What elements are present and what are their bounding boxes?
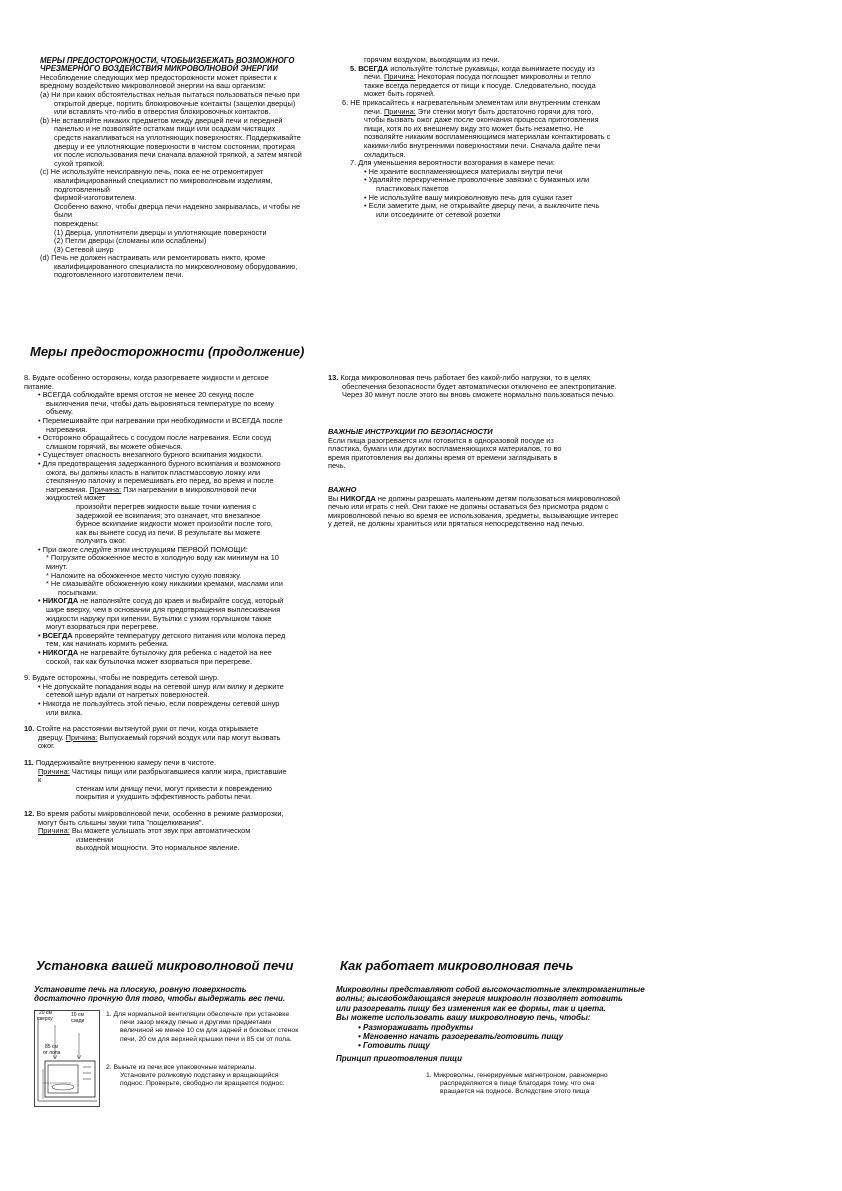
text-line: 1. Для нормальной вентиляции обеспечьте при установке (106, 1011, 290, 1018)
text-line: время приготовления вы должны время от времени заглядывать в (328, 452, 558, 462)
text-line: 7. Для уменьшения вероятности возгорания в камере печи: (350, 158, 555, 168)
text-line: • Не храните воспламеняющиеся материалы внутри печи (364, 166, 563, 176)
text-line: волны; высвобождающаяся энергия микроволн позволяет готовить (336, 994, 623, 1004)
text-line: были (54, 210, 72, 220)
text-line: или отсоедините от сетевой розетки (376, 209, 501, 219)
text-line: дверцу. (38, 732, 66, 742)
text-line: повреждены: (54, 218, 99, 228)
text-line: • При ожоге следуйте этим инструкциям ПЕРВОЙ ПОМОЩИ: (38, 544, 248, 554)
reason-label: Причина: (65, 732, 98, 742)
text-line: * Погрузите обожженное место в холодную воду как минимум на 10 (46, 553, 279, 563)
keyword: • НИКОГДА (38, 648, 79, 657)
installation-intro (34, 985, 344, 1004)
text-line: печь. (328, 461, 346, 471)
text-line: соской, так как бутылочка может взорваться при перегреве. (46, 656, 253, 666)
text-line: Стойте на расстоянии вытянутой руки от печи, когда открываете (34, 724, 259, 734)
text-line: печи. (364, 72, 384, 82)
text-line: обеспечения безопасности будет автоматически отключено ее электропитание. (342, 381, 617, 391)
section-title-how-it-works: Как работает микроволновая печь (340, 958, 574, 973)
text-line: шире вверху, чем в основании для предотвращения выплескивания (46, 605, 281, 615)
important-safety-block (328, 428, 612, 471)
text-line: как вы вынете сосуд из печи. В результате вы можете (76, 527, 261, 537)
text-line: (d) Печь не должен настраивать или ремонтировать никто, кроме (40, 253, 266, 263)
text-line: средств накапливаться на уплотняющих поверхностях. Поддерживайте (54, 132, 301, 142)
clearance-floor-caption: от пола (43, 1050, 61, 1056)
text-line: позволяйте никаким воспламеняющимся материалам контактировать с (364, 132, 611, 142)
text-line: их после использования печи сначала влажной тряпкой, а затем мягкой (54, 150, 302, 160)
clearance-rear-label: 10 см (71, 1012, 84, 1018)
text-line: может быть горячей. (364, 89, 436, 99)
text-line: квалифицированного специалиста по микроволновому оборудованию, (54, 261, 298, 271)
text-line: Вы можете услышать этот звук при автоматическом (69, 826, 251, 836)
precautions-continued-block (342, 56, 652, 219)
text-line: могут взорваться при перегреве. (46, 622, 159, 632)
text-line: • Для предотвращения задержанного бурного вскипания и возможного (38, 458, 281, 468)
text-line: стенкам или днищу печи, могут привести к повреждению (76, 783, 272, 793)
text-line: • Осторожно обращайтесь с сосудом после нагревания. Если сосуд (38, 433, 272, 443)
reason-label: Причина: (89, 484, 122, 494)
text-line: Пзи нагревании в микроволновой печи (121, 484, 257, 494)
text-line: (a) Ни при каких обстоятельствах нельзя пытаться пользоваться печью при (40, 90, 300, 99)
clearance-top-caption: сверху (37, 1016, 53, 1022)
precautions-list-right (328, 374, 668, 400)
text-line: пластиковых пакетов (376, 183, 449, 193)
text-line: печи, 20 см для верхней крышки печи и 85 см от пола. (120, 1035, 292, 1043)
text-line: • Если заметите дым, не открывайте дверцу печи, а выключите печь (364, 201, 600, 211)
text-line: печи зазор между печью и другими предметами (120, 1019, 272, 1027)
text-line: Во время работы микроволновой печи, особенно в режиме разморозки, (34, 808, 284, 818)
text-line: Частицы пищи или разбрызгавшиеся капли жира, приставшие (69, 766, 287, 776)
text-line: поднос. Проверьте, свободно ли вращается поднос. (120, 1080, 285, 1088)
text-line: не наполняйте сосуд до краев и выбирайте сосуд, который (78, 596, 284, 606)
text-line: микроволновой печью во время ее использования, зредметы, вызывающие интерес (328, 510, 619, 520)
text-line: или вставлять что-либо в отверстия блокировочных контактов. (54, 107, 271, 117)
text-line: охладиться. (364, 149, 406, 159)
text-line: тем, как начинать кормить ребенка. (46, 639, 169, 649)
text-line: ожога, вы должны класть в напиток пластмассовую ложку или (46, 467, 261, 477)
text-line: дверцу и ее уплотняющие поверхности в чистом состоянии, протирая (54, 141, 295, 151)
text-line: • Не допускайте попадания воды на сетевой шнур или вилку и держите (38, 681, 284, 691)
clearance-top-label: 20 см (39, 1010, 52, 1016)
section-title-precautions-continued: Меры предосторожности (продолжение) (30, 344, 305, 359)
reason-label: Причина: (38, 826, 70, 836)
warning-block (328, 486, 673, 529)
text-line: подготовленного изготовителем печи. (54, 270, 184, 280)
text-line: Особенно важно, чтобы дверца печи надежно закрывалась, и чтобы не (54, 201, 301, 211)
text-line: жидкостей может (46, 493, 106, 503)
installation-step-1 (106, 1011, 336, 1044)
text-line: выключения печи, чтобы дать выровняться температуре по всему (46, 398, 274, 408)
text-line: 9. Будьте осторожны, чтобы не повредить сетевой шнур. (24, 673, 220, 683)
text-line: • ВСЕГДА соблюдайте время отстоя не менее 20 секунд после (38, 390, 254, 400)
text-line: величиной не менее 10 см для задней и боковых стенок (120, 1027, 299, 1035)
text-line: (b) Не вставляйте никаких предметов между дверцей печи и передней (40, 115, 283, 125)
precautions-title-line1: МЕРЫ ПРЕДОСТОРОЖНОСТИ, ЧТОБЫИЗБЕЖАТЬ ВОЗМОЖНОГО (40, 56, 295, 65)
text-line: сухой тряпкой. (54, 158, 105, 168)
text-line: печи. (364, 106, 384, 116)
text-line: подготовленный (54, 184, 110, 194)
installation-clearance-figure (34, 1010, 100, 1107)
text-line: • Никогда не пользуйтесь этой печью, если повреждены сетевой шнур (38, 698, 280, 708)
text-line: нагревания. (46, 484, 90, 494)
list-item: • Размораживать продукты (358, 1022, 474, 1032)
text-line: ожог. (38, 741, 55, 751)
text-line: к (38, 775, 42, 785)
text-line: у детей, не должны храниться или прятаться непосредственно над печью. (328, 519, 585, 529)
text-line: нагревания. (46, 424, 88, 434)
text-line: произойти перегрев жидкости выше точки кипения с (76, 501, 257, 511)
text-line: Некоторая посуда поглощает микроволны и тепло (415, 72, 591, 82)
text-line: • Удаляйте перекрученные проволочные завязки с бумажных или (364, 175, 590, 185)
text-line: * Не смазывайте обожженную кожу никакими кремами, маслами или (46, 579, 283, 589)
text-line: горячим воздухом, выходящим из печи. (364, 55, 500, 64)
list-item: • Мгновенно начать разогревать/готовить пищу (358, 1032, 564, 1042)
how-it-works-intro (336, 985, 716, 1063)
keyword: • НИКОГДА (38, 596, 79, 606)
text-line: проверяйте температуру детского питания или молока перед (72, 630, 286, 640)
text-line: Установите печь на плоскую, ровную поверхность (34, 985, 247, 994)
text-line: также всегда передается от пищи к посуде. Следовательно, посуда (364, 80, 596, 90)
text-line: Выпускаемый горячий воздух или пар могут вызвать (97, 732, 281, 742)
oven-clearance-drawing (35, 1011, 99, 1106)
text-line: вращается на подносе. Вследствие этого пища (440, 1088, 590, 1096)
text-line: печью или играть с ней. Они также не должны оставаться без присмотра рядом с (328, 502, 609, 512)
keyword: • ВСЕГДА (38, 630, 73, 640)
text-line: Если пища разогревается или готовится в одноразовой посуде из (328, 435, 554, 445)
keyword: 5. ВСЕГДА (350, 63, 389, 73)
text-line: или разогревать пищу без изменения как ее формы, так и цвета. (336, 1003, 606, 1013)
text-line: квалифицированный специалист по микроволновым изделиям, (54, 175, 273, 185)
text-line: (2) Петли дверцы (сломаны или ослаблены) (54, 236, 207, 246)
text-line: вредному воздействию микроволновой энергии на ваш организм: (40, 81, 266, 91)
text-line: (c) Не используйте неисправную печь, пока ее не отремонтирует (40, 167, 264, 177)
text-line: • Перемешивайте при нагревании при необходимости и ВСЕГДА после (38, 415, 283, 425)
text-line: фирмой-изготовителем. (54, 193, 137, 203)
cooking-principle-title: Принцип приготовления пищи (336, 1053, 462, 1063)
text-line: Через 30 минут после этого вы вновь сможете нормально пользоваться печью. (342, 390, 615, 400)
text-line: 1. Микроволны, генерируемые магнетроном, равномерно (426, 1072, 608, 1079)
text-line: Когда микроволновая печь работает без какой-либо нагрузки, то в целях (338, 373, 591, 382)
clearance-floor-label: 85 см (45, 1044, 58, 1050)
reason-label: Причина: (383, 72, 416, 82)
text-line: достаточно прочную для того, чтобы выдержать вес печи. (34, 994, 286, 1004)
text-line: посыпками. (58, 587, 98, 597)
text-line: сетевой шнур вдали от нагретых поверхностей. (46, 690, 210, 700)
section-title-installation: Установка вашей микроволновой печи (36, 958, 294, 973)
reason-label: Причина: (38, 766, 70, 776)
text-line: какими-либо внутренними поверхностями печи. Сначала дайте печи (364, 140, 601, 150)
reason-label: Причина: (383, 106, 416, 116)
text-line: • Существует опасность внезапного бурного вскипания жидкости. (38, 450, 264, 460)
text-line: Несоблюдение следующих мер предосторожности может привести к (40, 72, 277, 82)
text-line: используйте толстые рукавицы, когда вынимаете посуду из (388, 63, 595, 73)
cooking-principle-text (426, 1072, 666, 1097)
item-number: 11. (24, 757, 34, 767)
text-line: Эти стенки могут быть достаточно горячи для того, (415, 106, 594, 116)
text-line: распределяются в пище благодаря тому, что она (440, 1080, 595, 1088)
text-line: пластика, бумаги или других воспламеняющихся материалов, то во (328, 444, 562, 454)
text-line: Вы (328, 493, 341, 503)
text-line: Микроволны представляют собой высокочастотные электромагнитные (336, 985, 645, 994)
text-line: слишком горячий, вы можете обжечься. (46, 441, 183, 451)
text-line: не должны разрешать маленьким детям пользоваться микроволновой (375, 493, 621, 503)
text-line: Вы можете использовать вашу микроволновую печь, чтобы: (336, 1013, 591, 1023)
text-line: стеклянную палочку и перемешивать его перед, во время и после (46, 476, 274, 486)
text-line: Установите роликовую подставку и вращающийся (120, 1072, 279, 1080)
text-line: жидкости наружу при кипении. Бутылки с узким горлышком также (46, 613, 272, 623)
text-line: покрытия и ухудшить эффективность работы печи. (76, 792, 253, 802)
text-line: задержкой ее вскипания; это означает, что внезапное (76, 510, 261, 520)
text-line: (3) Сетевой шнур (54, 244, 114, 254)
installation-step-2 (106, 1064, 336, 1089)
text-line: получить ожог. (76, 536, 127, 546)
text-line: 2. Выньте из печи все упаковочные материалы. (106, 1064, 257, 1071)
precautions-list-left (24, 374, 334, 853)
text-line: объему. (46, 407, 73, 417)
important-safety-title: ВАЖНЫЕ ИНСТРУКЦИИ ПО БЕЗОПАСНОСТИ (328, 427, 493, 436)
text-line: пищи, хотя по их внешнему виду это может быть незаметно. Не (364, 123, 584, 133)
text-line: или вилка. (46, 707, 83, 717)
text-line: выходной мощности. Это нормальное явление. (76, 843, 240, 853)
item-number: 13. (328, 373, 339, 382)
item-number: 10. (24, 724, 35, 734)
text-line: бурное вскипание жидкости может произойти после того, (76, 519, 273, 529)
item-number: 12. (24, 808, 35, 818)
keyword: НИКОГДА (340, 493, 376, 503)
list-item: • Готовить пищу (358, 1041, 430, 1051)
text-line: панелью и не позволяйте остаткам пищи или осадкам чистящих (54, 124, 276, 134)
clearance-rear-caption: сзади (71, 1018, 85, 1024)
text-line: * Наложите на обожженное место чистую сухую повязку. (46, 570, 242, 580)
text-line: открытой дверце, портить блокировочные контакты (защелки дверцы) (54, 98, 296, 108)
text-line: 8. Будьте особенно осторожны, когда разогреваете жидкости и детское (24, 373, 269, 382)
warning-title: ВАЖНО (328, 485, 357, 494)
text-line: • Не используйте вашу микроволновую печь для сушки газет (364, 192, 573, 202)
text-line: минут. (46, 562, 68, 572)
text-line: чтобы вызвать ожог даже после окончания процесса приготовления (364, 115, 599, 125)
text-line: питание. (24, 381, 54, 391)
precautions-block (40, 57, 340, 280)
precautions-title-line2: ЧРЕЗМЕРНОГО ВОЗДЕЙСТВИЯ МИКРОВОЛНОВОЙ ЭНЕРГИИ (40, 64, 278, 74)
text-line: могут быть слышны звуки типа "пощелкивания". (38, 817, 204, 827)
text-line: Поддерживайте внутреннюю камеру печи в чистоте. (33, 757, 217, 767)
text-line: (1) Дверца, уплотнители дверцы и уплотняющие поверхности (54, 227, 267, 237)
text-line: изменении (76, 834, 114, 844)
text-line: 6. НЕ прикасайтесь к нагревательным элементам или внутренним стенкам (342, 97, 601, 107)
text-line: не нагревайте бутылочку для ребенка с надетой на нее (78, 648, 272, 657)
